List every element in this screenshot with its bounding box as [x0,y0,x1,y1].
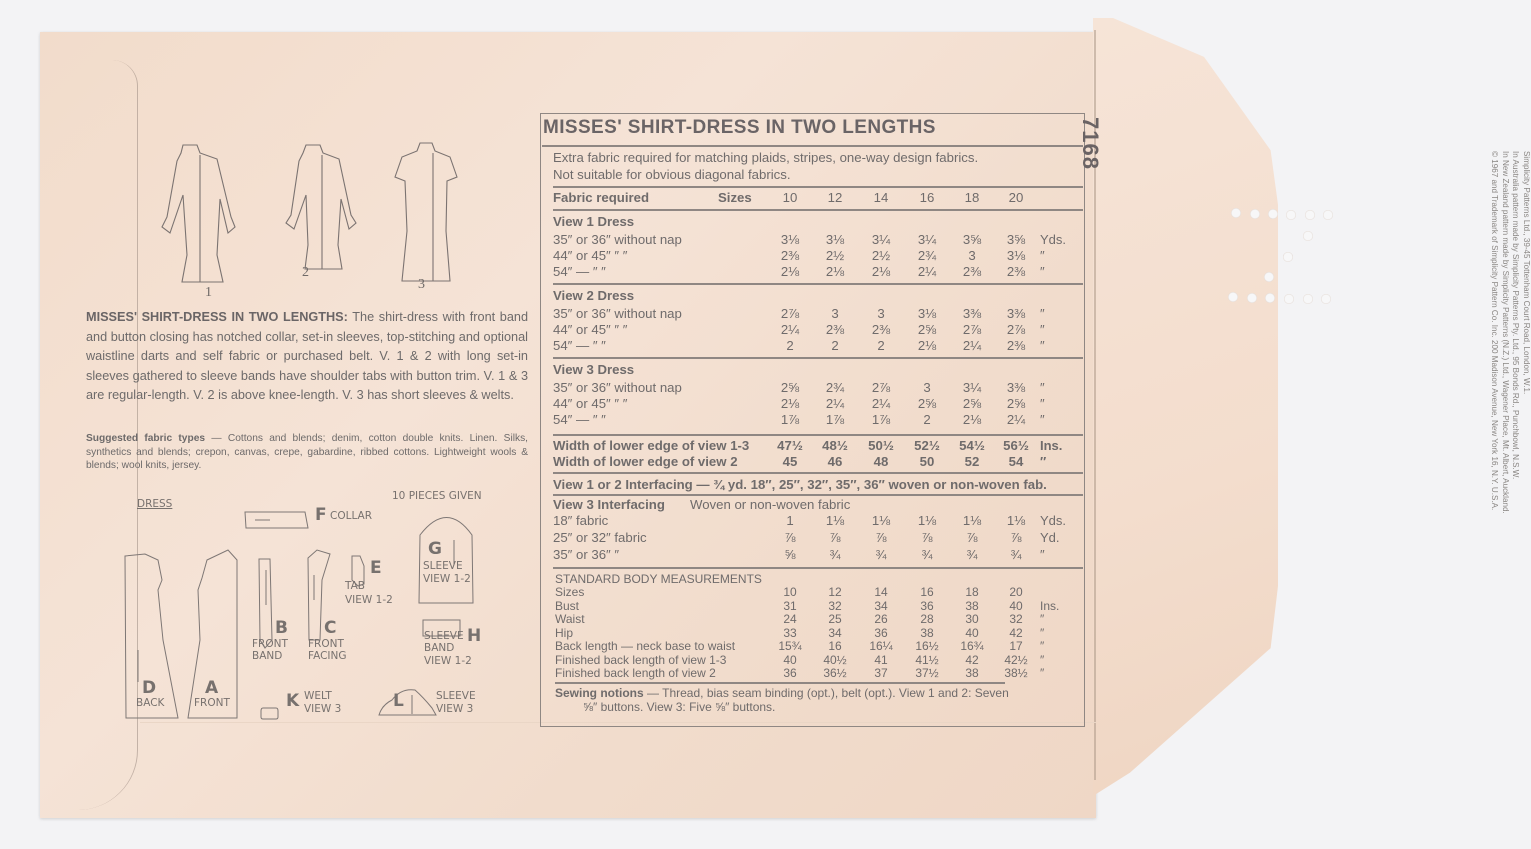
width-row-unit: Ins. [1040,438,1063,453]
divider [553,434,1083,436]
fabric-row-unit: ″ [1040,338,1045,353]
divider [553,283,1083,285]
measurement-row-label: Back length — neck base to waist [555,639,736,653]
piece-c-letter: C [324,618,337,638]
measurement-row-label: Finished back length of view 2 [555,666,716,680]
view-section-title: View 3 Dress [553,362,635,377]
fabric-row-value: 3⅝ [1006,232,1026,247]
fabric-row-value: 2 [923,412,931,427]
imprint-line-1: Simplicity Patterns Ltd., 39-45 Tottenham Court Road, London, W.1. [1522,151,1531,395]
fabric-row-value: 2⅝ [1006,396,1026,411]
fabric-row-value: 2⅛ [917,338,937,353]
interfacing-row-value: ⅞ [966,530,978,545]
width-row-label: Width of lower edge of view 2 [553,454,738,469]
fabric-row-value: 2½ [871,248,891,263]
fabric-row-value: 2¼ [962,338,982,353]
description-body: The shirt-dress with front band and button closing has notched collar, set-in sleeves, top-stitching and optional waistline darts and self fabric or purchased belt. V. 1 & 2 with long set-in sleeves gathered to sleeve bands have shoulder tabs with button trim. V. 1 & 3 are regular-length. V. 2 is above knee-length. V. 3 has short sleeves & welts. [86,310,528,402]
measurement-row-value: 42 [1009,625,1023,640]
fabric-types-lead: Suggested fabric types [86,433,206,444]
measurement-row-label: Bust [555,598,580,613]
measurement-row-label: Sizes [555,585,585,599]
fabric-row-label: 35″ or 36″ without nap [553,380,682,395]
measurement-row-value: 26 [874,612,888,626]
interfacing-row-value: 1⅛ [1006,513,1026,528]
measurement-row-value: 40 [965,625,979,640]
piece-d-letter: D [142,678,157,698]
measurement-row-value: 36½ [823,666,847,680]
interfacing-row-value: ⅞ [921,530,933,545]
width-row-label: Width of lower edge of view 1-3 [553,438,750,453]
measurement-row-value: 34 [874,598,888,613]
fabric-row-value: 2⅜ [1006,338,1026,353]
measurement-row-value: 24 [783,612,797,626]
chart-note-1: Extra fabric required for matching plaids, stripes, one-way design fabrics. [553,150,979,165]
width-row-unit: ″ [1040,454,1047,469]
fabric-row-value: 2⅝ [917,396,937,411]
width-row-value: 54 [1008,454,1024,469]
view-section-title: View 2 Dress [553,288,635,303]
fabric-row-value: 3⅜ [1006,380,1026,395]
view-2-label: 2 [302,265,309,280]
measurement-row-value: 40½ [823,652,847,667]
divider [553,209,1083,211]
size-header: 10 [782,190,798,205]
dress-sketches [125,135,455,305]
fabric-row-value: 2⅞ [962,322,982,337]
fabric-row-value: 2⅝ [917,322,937,337]
measurements-title: STANDARD BODY MEASUREMENTS [555,572,762,586]
measurement-row-value: 16¼ [869,639,893,653]
piece-g-view: VIEW 1-2 [423,573,471,585]
interfacing-row-label: 35″ or 36″ ″ [553,547,620,562]
fabric-row-label: 54″ — ″ ″ [553,264,606,279]
fabric-types-body: — Cottons and blends; denim, cotton double knits. Linen. Silks, synthetics and blends; crepon, canvas, crepe, gabardine, ribbed cottons. Lightweight wools & blends; wool knits, jersey. [86,433,529,471]
piece-e-letter: E [370,558,382,578]
fabric-row-label: 44″ or 45″ ″ ″ [553,322,628,337]
fabric-row-value: 2⅞ [871,380,891,395]
piece-l-view: VIEW 3 [436,703,474,715]
notions-line-1: — Thread, bias seam binding (opt.), belt (opt.). View 1 and 2: Seven [647,686,1009,700]
width-row-value: 47½ [777,438,803,453]
interfacing-row-value: ⅞ [1010,530,1022,545]
measurement-row-value: 37 [874,666,888,680]
width-row-value: 48½ [822,438,848,453]
fabric-row-value: 3⅛ [1006,248,1026,263]
fabric-row-value: 2⅜ [780,248,800,263]
fabric-row-value: 2¼ [1006,412,1026,427]
piece-d-name: BACK [136,697,165,709]
interfacing-v3-title: View 3 Interfacing [553,497,665,512]
width-row-value: 54½ [959,438,985,453]
width-row-value: 46 [827,454,843,469]
measurement-row-value: 31 [783,598,797,613]
piece-g-name: SLEEVE [423,560,463,572]
fabric-row-label: 54″ — ″ ″ [553,412,606,427]
interfacing-row-value: 1⅛ [871,513,891,528]
fabric-row-value: 2⅛ [780,264,800,279]
fabric-required-label: Fabric required [553,190,650,205]
pattern-number: 7168 [1078,117,1103,170]
measurement-row-unit: ″ [1040,612,1045,626]
measurement-row-value: 32 [1009,612,1023,626]
fabric-row-value: 3 [877,306,885,321]
piece-h-letter: H [467,626,482,646]
size-header: 18 [964,190,980,205]
sizes-label: Sizes [718,190,752,205]
fabric-row-value: 2¼ [825,396,845,411]
measurement-row-value: 32 [828,598,842,613]
fabric-row-label: 35″ or 36″ without nap [553,232,682,247]
sewing-notions [555,686,1009,700]
interfacing-row-value: ¾ [829,547,841,562]
imprint-line-4: © 1967 and Trademark of Simplicity Pattern Co. Inc. 200 Madison Avenue, New York 16, N.Y. U.S.A. [1490,151,1500,511]
fabric-row-value: 2⅝ [780,380,800,395]
fabric-row-value: 2⅜ [871,322,891,337]
measurement-row-unit: Ins. [1040,598,1060,613]
fabric-row-value: 3 [831,306,839,321]
width-row-value: 45 [782,454,798,469]
pieces-heading: DRESS [137,498,173,510]
piece-b-name: FRONT BAND [252,638,288,662]
piece-k-view: VIEW 3 [304,703,342,715]
fabric-row-value: 2⅛ [871,264,891,279]
fabric-row-value: 3⅝ [962,232,982,247]
measurement-row-value: 41 [874,652,888,667]
measurement-row-value: 38 [920,625,934,640]
width-row-value: 50 [919,454,935,469]
fabric-row-value: 3 [923,380,931,395]
interfacing-v3-subtitle: Woven or non-woven fabric [690,497,851,512]
interfacing-row-label: 25″ or 32″ fabric [553,530,647,545]
fabric-row-value: 3⅜ [1006,306,1026,321]
measurement-row-value: 37½ [915,666,939,680]
fabric-row-value: 2 [877,338,885,353]
piece-g-letter: G [428,539,442,559]
width-row-value: 52 [964,454,980,469]
piece-c-name: FRONT FACING [308,638,347,662]
measurement-row-unit: ″ [1040,666,1045,680]
fabric-row-value: 3⅛ [917,306,937,321]
interfacing-row-unit: ″ [1040,547,1045,562]
fabric-row-value: 1⅞ [780,412,800,427]
notions-lead: Sewing notions [555,686,644,700]
interfacing-row-value: ⅝ [784,547,796,562]
fabric-row-value: 1⅞ [825,412,845,427]
piece-l-name: SLEEVE [436,690,476,702]
interfacing-v12: View 1 or 2 Interfacing — ¾ yd. 18″, 25″, 32″, 35″, 36″ woven or non-woven fab. [553,477,1047,492]
piece-a-name: FRONT [194,697,230,709]
divider [553,567,1083,569]
description-lead: MISSES' SHIRT-DRESS IN TWO LENGTHS: [86,310,348,324]
interfacing-row-unit: Yd. [1040,530,1060,545]
piece-h-view: VIEW 1-2 [424,655,472,667]
fabric-row-value: 2⅜ [1006,264,1026,279]
fabric-row-value: 2 [831,338,839,353]
fabric-row-value: 3⅛ [825,232,845,247]
measurement-row-value: 38 [965,666,979,680]
interfacing-row-unit: Yds. [1040,513,1067,528]
piece-a-letter: A [205,678,219,698]
measurement-row-value: 12 [828,585,842,599]
measurement-row-value: 41½ [915,652,939,667]
measurement-row-value: 10 [783,585,797,599]
measurement-row-value: 34 [828,625,842,640]
fabric-row-unit: ″ [1040,248,1045,263]
measurement-row-value: 33 [783,625,797,640]
pattern-pieces-diagram [120,490,500,720]
interfacing-row-label: 18″ fabric [553,513,609,528]
fabric-row-unit: Yds. [1040,232,1067,247]
interfacing-row-value: 1 [786,513,794,528]
imprint-line-3: In New Zealand pattern made by Simplicity Patterns (N.Z.) Ltd., Wagener Place, Mt. Albert, Auckland. [1501,151,1510,514]
piece-l-letter: L [393,691,404,711]
measurement-row-value: 28 [920,612,934,626]
measurement-row-value: 40 [783,652,797,667]
measurement-row-label: Finished back length of view 1-3 [555,652,727,667]
piece-e-view: VIEW 1-2 [345,594,393,606]
publisher-imprint [1489,151,1531,531]
fabric-row-value: 2⅞ [1006,322,1026,337]
measurement-row-unit: ″ [1040,625,1045,640]
measurement-row-label: Hip [555,625,574,640]
fabric-row-value: 2⅛ [825,264,845,279]
interfacing-row-value: ¾ [875,547,887,562]
interfacing-row-value: ¾ [966,547,978,562]
measurement-row-unit: ″ [1040,652,1045,667]
measurement-row-value: 25 [828,612,842,626]
divider [553,472,1083,474]
pieces-count: 10 PIECES GIVEN [392,490,482,502]
piece-f-name: COLLAR [330,510,373,522]
size-header: 12 [827,190,843,205]
interfacing-row-value: ⅞ [875,530,887,545]
suggested-fabrics [86,432,528,473]
width-row-value: 56½ [1003,438,1029,453]
fabric-row-value: 2¼ [780,322,800,337]
divider [553,186,1083,188]
fabric-row-label: 54″ — ″ ″ [553,338,606,353]
interfacing-row-value: 1⅛ [917,513,937,528]
fabric-row-value: 2¼ [871,396,891,411]
interfacing-row-value: ⅞ [784,530,796,545]
imprint-line-2: In Australia pattern made by Simplicity Patterns Pty. Ltd., 95 Bonds Rd., Punchbowl, N.S.W. [1511,151,1521,480]
measurement-row-value: 15¾ [778,639,802,653]
fabric-row-value: 2¾ [825,380,845,395]
interfacing-row-value: ⅞ [829,530,841,545]
divider [555,682,1005,684]
fabric-row-value: 3 [968,248,976,263]
divider [553,494,1083,496]
measurement-row-value: 14 [874,585,888,599]
fabric-row-label: 44″ or 45″ ″ ″ [553,396,628,411]
size-header: 20 [1008,190,1024,205]
measurement-row-unit: ″ [1040,639,1045,653]
fabric-row-value: 3⅜ [962,306,982,321]
fabric-row-value: 2⅜ [962,264,982,279]
piece-e-name: TAB [345,580,365,592]
fabric-row-value: 3⅛ [780,232,800,247]
size-header: 14 [873,190,889,205]
fabric-row-unit: ″ [1040,412,1045,427]
piece-h-name: SLEEVE BAND [424,630,464,654]
notions-line-2: ⅝″ buttons. View 3: Five ⅝″ buttons. [583,700,776,714]
measurement-row-value: 16 [920,585,934,599]
width-row-value: 52½ [914,438,940,453]
measurement-row-value: 20 [1009,585,1023,599]
piece-b-letter: B [275,618,288,638]
measurement-row-value: 16½ [915,639,939,653]
fabric-row-unit: ″ [1040,306,1045,321]
fabric-row-label: 35″ or 36″ without nap [553,306,682,321]
fabric-row-unit: ″ [1040,380,1045,395]
width-row-value: 50½ [868,438,894,453]
view-1-label: 1 [205,285,212,300]
chart-title: MISSES' SHIRT-DRESS IN TWO LENGTHS [543,117,936,138]
fabric-row-value: 1⅞ [871,412,891,427]
measurement-row-value: 30 [965,612,979,626]
fabric-row-value: 2⅝ [962,396,982,411]
piece-k-letter: K [286,691,300,711]
chart-note-2: Not suitable for obvious diagonal fabrics. [553,167,791,182]
size-header: 16 [919,190,935,205]
measurement-row-value: 40 [1009,598,1023,613]
fabric-row-value: 2¾ [917,248,937,263]
measurement-row-value: 36 [920,598,934,613]
divider [553,357,1083,359]
fabric-row-value: 2⅞ [780,306,800,321]
measurement-row-value: 36 [874,625,888,640]
width-row-value: 48 [873,454,889,469]
fabric-row-value: 2⅛ [962,412,982,427]
fabric-row-value: 2⅛ [780,396,800,411]
interfacing-row-value: ¾ [921,547,933,562]
measurement-row-value: 16¾ [960,639,984,653]
measurement-row-value: 38 [965,598,979,613]
measurement-row-value: 42½ [1004,652,1028,667]
fabric-row-value: 2½ [825,248,845,263]
fabric-row-label: 44″ or 45″ ″ ″ [553,248,628,263]
fabric-row-value: 2⅜ [825,322,845,337]
divider [542,145,1083,147]
fabric-row-value: 3¼ [871,232,891,247]
piece-f-letter: F [315,505,327,525]
envelope-flap [1093,18,1278,796]
view-section-title: View 1 Dress [553,214,635,229]
fabric-row-value: 2 [786,338,794,353]
fabric-row-unit: ″ [1040,396,1045,411]
fabric-row-value: 3¼ [917,232,937,247]
interfacing-row-value: 1⅛ [962,513,982,528]
interfacing-row-value: 1⅛ [825,513,845,528]
measurement-row-value: 17 [1009,639,1023,653]
measurement-row-value: 38½ [1004,666,1028,680]
fabric-row-unit: ″ [1040,322,1045,337]
measurement-row-label: Waist [555,612,585,626]
measurement-row-value: 16 [828,639,842,653]
measurement-row-value: 36 [783,666,797,680]
fabric-row-unit: ″ [1040,264,1045,279]
fabric-row-value: 3¼ [962,380,982,395]
measurement-row-value: 18 [965,585,979,599]
measurement-row-value: 42 [965,652,979,667]
interfacing-row-value: ¾ [1010,547,1022,562]
pattern-description [86,308,528,406]
fabric-row-value: 2¼ [917,264,937,279]
piece-k-name: WELT [304,690,332,702]
view-3-label: 3 [418,277,425,292]
